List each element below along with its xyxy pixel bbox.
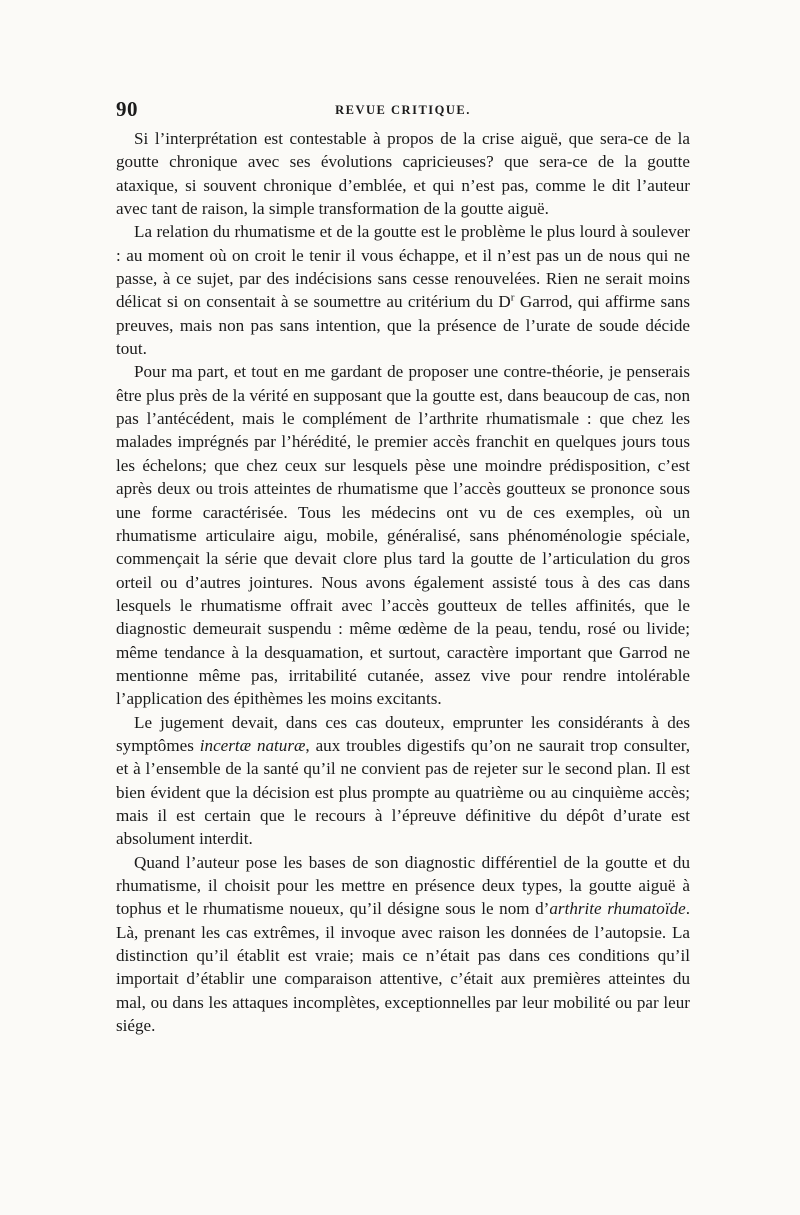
- paragraph: [116, 220, 690, 360]
- page-number: 90: [116, 97, 138, 121]
- superscript-text: r: [510, 291, 515, 304]
- text-segment: Garrod, qui affirme sans preuves, mais non pas sans intention, que la présence de l’urate de soude décide tout.: [116, 292, 690, 359]
- book-page: [116, 97, 690, 1037]
- page-header: [116, 97, 690, 127]
- italic-text: arthrite rhumatoïde: [549, 899, 686, 919]
- text-segment: . Là, prenant les cas extrêmes, il invoque avec raison les données de l’autopsie. La distinction qu’il établit est vraie; mais ce n’était pas dans ces conditions qu’il importait d’établir une comparaison attentive, c’était aux premières atteintes du mal, ou dans les attaques incomplètes, exceptionnelles par leur mobilité ou par leur siége.: [116, 899, 690, 1036]
- body-text: [116, 127, 690, 1037]
- paragraph: [116, 127, 690, 220]
- paragraph: [116, 360, 690, 710]
- text-segment: Pour ma part, et tout en me gardant de proposer une contre-théorie, je penserais être plus près de la vérité en supposant que la goutte est, dans beaucoup de cas, non pas l’antécédent, mais le complément de l’arthrite rhumatismale : que chez les malades imprégnés par l’hérédité, le premier accès franchit en quelques jours tous les échelons; que chez ceux sur lesquels pèse une moindre prédisposition, c’est après deux ou trois atteintes de rhumatisme que l’accès goutteux se prononce sous une forme caractérisée. Tous les médecins ont vu de ces exemples, où un rhumatisme articulaire aigu, mobile, généralisé, sans phénoménologie spéciale, commençait la série que devait clore plus tard la goutte de l’articulation du gros orteil ou d’autres jointures. Nous avons également assisté tous à des cas dans lesquels le rhumatisme offrait avec l’accès goutteux de telles affinités, que le diagnostic demeurait suspendu : même œdème de la peau, tendu, rosé ou livide; même tendance à la desquamation, et surtout, caractère important que Garrod ne mentionne même pas, irritabilité cutanée, assez vive pour rendre intolérable l’application des épithèmes les moins excitants.: [116, 362, 690, 709]
- paragraph: [116, 711, 690, 851]
- text-segment: Si l’interprétation est contestable à propos de la crise aiguë, que sera-ce de la goutte chronique avec ses évolutions capricieuses? que sera-ce de la goutte ataxique, si souvent chronique d’emblée, et qui n’est pas, comme le dit l’auteur avec tant de raison, la simple transformation de la goutte aiguë.: [116, 129, 690, 219]
- text-segment: , aux troubles digestifs qu’on ne saurait trop consulter, et à l’ensemble de la santé qu’il ne convient pas de rejeter sur le second plan. Il est bien évident que la décision est plus prompte au quatrième ou au cinquième accès; mais il est certain que le recours à l’épreuve définitive du dépôt d’urate est absolument interdit.: [116, 735, 690, 849]
- paragraph: [116, 851, 690, 1038]
- running-title: REVUE CRITIQUE.: [335, 103, 471, 117]
- text-segment: Le jugement devait, dans ces cas douteux, emprunter les considérants à des symptômes: [116, 712, 690, 755]
- italic-text: incertæ naturæ: [199, 735, 306, 755]
- text-segment: La relation du rhumatisme et de la goutte est le problème le plus lourd à soulever : au moment où on croit le tenir il vous échappe, et il n’est pas un de nous qui ne passe, à ce sujet, par des indécisions sans cesse renouvelées. Rien ne serait moins délicat si on consentait à se soumettre au critérium du D: [116, 222, 690, 312]
- text-segment: Quand l’auteur pose les bases de son diagnostic différentiel de la goutte et du rhumatisme, il choisit pour les mettre en présence deux types, la goutte aiguë à tophus et le rhumatisme noueux, qu’il désigne sous le nom d’: [116, 852, 690, 919]
